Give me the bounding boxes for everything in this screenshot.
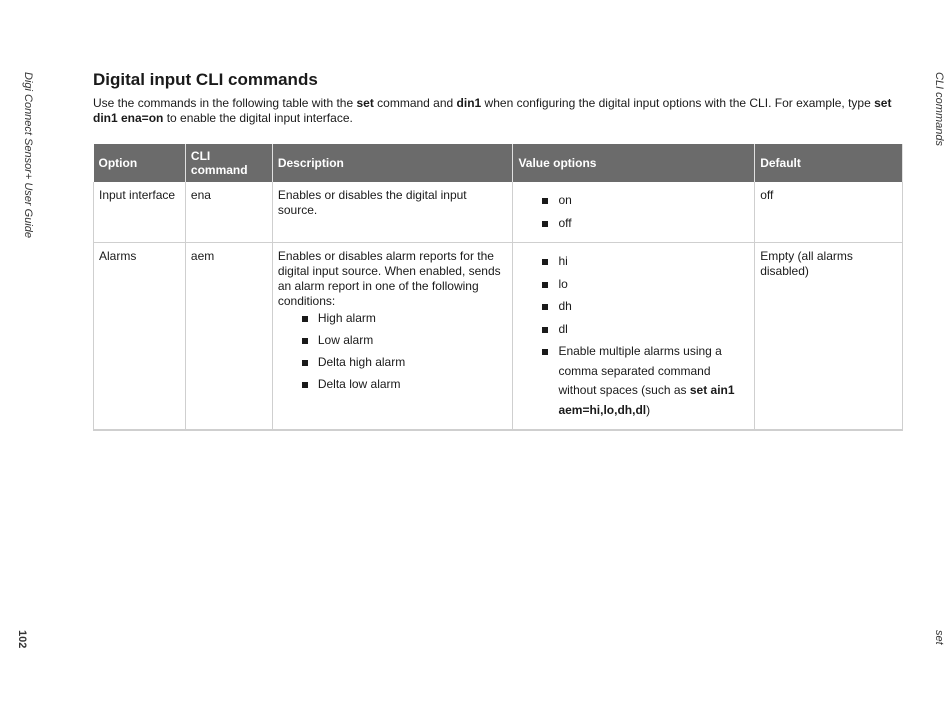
cell-option: Alarms xyxy=(94,243,186,431)
conditions-list xyxy=(300,311,508,392)
command-name-margin: set xyxy=(933,630,945,645)
value-list xyxy=(540,252,749,420)
list-item: High alarm xyxy=(300,311,508,326)
table-row xyxy=(94,182,903,243)
multi-alarm-close: ) xyxy=(646,402,651,417)
table-row xyxy=(94,243,903,431)
list-item: on xyxy=(540,191,749,211)
cell-description xyxy=(272,243,513,431)
intro-code-din1: din1 xyxy=(456,96,482,110)
value-list xyxy=(540,191,749,233)
guide-title-margin: Digi Connect Sensor+ User Guide xyxy=(22,72,34,238)
cell-default: Empty (all alarms disabled) xyxy=(755,243,903,431)
list-item: dh xyxy=(540,297,749,317)
description-text: Enables or disables alarm reports for the digital input source. When enabled, sends an alarm report in one of the following conditions: xyxy=(277,249,501,308)
list-item: Delta high alarm xyxy=(300,355,508,370)
list-item: Delta low alarm xyxy=(300,377,508,392)
cell-values xyxy=(513,243,755,431)
list-item: off xyxy=(540,214,749,234)
main-content xyxy=(93,70,903,431)
multi-alarm-text: Enable multiple alarms using a comma separated command without spaces (such as xyxy=(558,344,722,397)
intro-text: to enable the digital input interface. xyxy=(163,111,353,125)
cell-description: Enables or disables the digital input source. xyxy=(272,182,513,243)
multi-alarm-code: set ain1 aem=hi,lo,dh,dl xyxy=(558,383,735,417)
intro-text: Use the commands in the following table with the xyxy=(93,96,357,110)
intro-text: command and xyxy=(373,96,457,110)
list-item: hi xyxy=(540,252,749,272)
list-item: lo xyxy=(540,275,749,295)
list-item: Low alarm xyxy=(300,333,508,348)
page-number: 102 xyxy=(16,630,28,649)
table-header-row xyxy=(94,144,903,182)
header-option: Option xyxy=(94,144,186,182)
header-description: Description xyxy=(272,144,513,182)
intro-text: when configuring the digital input options with the CLI. For example, type xyxy=(481,96,875,110)
page-heading: Digital input CLI commands xyxy=(93,70,318,89)
cli-commands-table xyxy=(93,144,903,431)
cell-values xyxy=(513,182,755,243)
intro-code-example: set din1 ena=on xyxy=(93,96,892,125)
header-default: Default xyxy=(755,144,903,182)
section-title-margin: CLI commands xyxy=(933,72,945,146)
list-item xyxy=(540,342,749,420)
cell-option: Input interface xyxy=(94,182,186,243)
cell-default: off xyxy=(755,182,903,243)
list-item: dl xyxy=(540,320,749,340)
intro-code-set: set xyxy=(356,96,374,110)
cell-cli: ena xyxy=(185,182,272,243)
header-cli-command: CLI command xyxy=(185,144,272,182)
intro-paragraph xyxy=(93,96,903,126)
header-value-options: Value options xyxy=(513,144,755,182)
cell-cli: aem xyxy=(185,243,272,431)
